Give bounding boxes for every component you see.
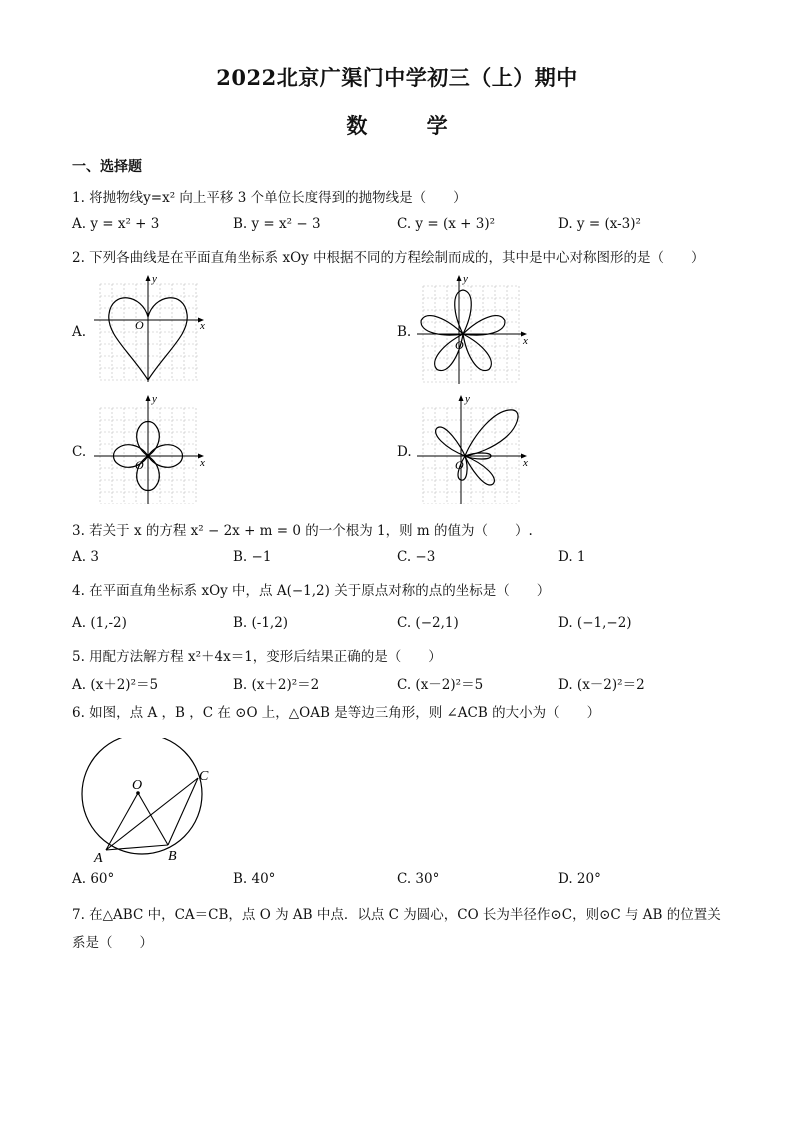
- q6-option-c: C. 30°: [397, 871, 440, 887]
- q6-circle-figure: [70, 738, 220, 866]
- graph-a-heart: [90, 272, 208, 384]
- q6-label-c: C: [199, 769, 209, 784]
- q4-option-b: B. (‑1,2): [233, 615, 289, 631]
- q5-option-d: D. (x－2)²＝2: [558, 677, 645, 693]
- q5-option-a: A. (x＋2)²＝5: [72, 677, 159, 693]
- q4-option-c: C. (−2,1): [397, 615, 459, 631]
- subject-title: 数 学: [346, 113, 474, 138]
- graph-b-origin: O: [455, 338, 464, 352]
- question-7-text-line1: 7. 在△ABC 中，CA＝CB，点 O 为 AB 中点．以点 C 为圆心，CO 长为半径作⊙C，则⊙C 与 AB 的位置关: [72, 907, 721, 923]
- graph-d-butterfly: [415, 392, 533, 504]
- graph-d-origin: O: [455, 458, 464, 472]
- q1-option-c: C. y = (x + 3)²: [397, 216, 495, 232]
- q2-label-b: B.: [397, 324, 412, 340]
- graph-c-hearts: [90, 392, 208, 504]
- q4-option-d: D. (−1,−2): [558, 615, 632, 631]
- q2-label-d: D.: [397, 444, 412, 460]
- q3-option-d: D. 1: [558, 549, 586, 565]
- q2-label-c: C.: [72, 444, 87, 460]
- q6-label-b: B: [168, 849, 177, 864]
- q3-option-a: A. 3: [72, 549, 99, 565]
- question-7-text-line2: 系是（ ）: [72, 935, 153, 951]
- q1-option-b: B. y = x² − 3: [233, 216, 321, 232]
- q6-label-o: O: [132, 778, 143, 793]
- question-6-text: 6. 如图，点 A ，B ，C 在 ⊙O 上，△OAB 是等边三角形，则 ∠ACB 的大小为（ ）: [72, 705, 601, 721]
- graph-b-x: x: [523, 335, 528, 347]
- q5-option-c: C. (x－2)²＝5: [397, 677, 484, 693]
- q6-option-b: B. 40°: [233, 871, 276, 887]
- graph-a-x: x: [200, 320, 205, 332]
- question-4-text: 4. 在平面直角坐标系 xOy 中，点 A(−1,2) 关于原点对称的点的坐标是（ ）: [72, 583, 551, 599]
- q1-option-d: D. y = (x-3)²: [558, 216, 641, 232]
- q3-option-b: B. −1: [233, 549, 272, 565]
- q1-option-a: A. y = x² + 3: [72, 216, 160, 232]
- question-2-text: 2. 下列各曲线是在平面直角坐标系 xOy 中根据不同的方程绘制而成的，其中是中心对称图形的是（ ）: [72, 250, 705, 266]
- q4-option-a: A. (1,‑2): [72, 615, 127, 631]
- q2-label-a: A.: [72, 324, 87, 340]
- q6-option-a: A. 60°: [72, 871, 115, 887]
- question-5-text: 5. 用配方法解方程 x²＋4x＝1，变形后结果正确的是（ ）: [72, 649, 442, 665]
- q3-option-c: C. −3: [397, 549, 436, 565]
- q6-option-d: D. 20°: [558, 871, 601, 887]
- graph-b-petals: [415, 272, 533, 384]
- graph-c-origin: O: [135, 458, 144, 472]
- graph-d-x: x: [523, 457, 528, 469]
- q5-option-b: B. (x＋2)²＝2: [233, 677, 320, 693]
- page-title: 2022北京广渠门中学初三（上）期中: [216, 65, 578, 90]
- section-heading: 一、选择题: [72, 159, 142, 175]
- graph-c-y: y: [152, 393, 157, 405]
- graph-c-x: x: [200, 457, 205, 469]
- question-3-text: 3. 若关于 x 的方程 x² − 2x + m = 0 的一个根为 1，则 m 的值为（ ）.: [72, 523, 533, 539]
- graph-b-y: y: [463, 273, 468, 285]
- graph-a-origin: O: [135, 318, 144, 332]
- q6-label-a: A: [94, 851, 103, 866]
- graph-d-y: y: [465, 393, 470, 405]
- graph-a-y: y: [152, 273, 157, 285]
- question-1-text: 1. 将抛物线y=x² 向上平移 3 个单位长度得到的抛物线是（ ）: [72, 190, 467, 206]
